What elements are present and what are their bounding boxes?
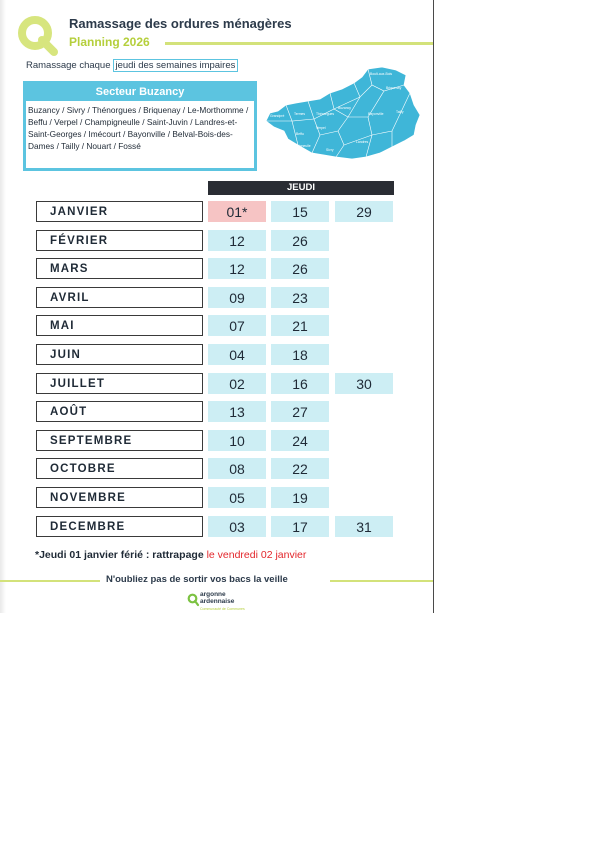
holiday-note [35, 549, 306, 561]
map-label: Buzancy [338, 106, 352, 110]
collection-date-cell: 30 [335, 373, 393, 394]
footer-logo-text [200, 592, 234, 605]
frequency-highlight: jeudi des semaines impaires [113, 59, 239, 72]
collection-date-cell: 23 [271, 287, 329, 308]
day-column-header: JEUDI [208, 181, 394, 195]
collection-date-cell: 10 [208, 430, 266, 451]
map-label: Thénorgues [316, 112, 335, 116]
collection-date-cell: 17 [271, 516, 329, 537]
map-label: Termes [294, 112, 306, 116]
map-label: Beffu [296, 132, 304, 136]
collection-date-cell: 18 [271, 344, 329, 365]
map-label: Sivry [326, 148, 334, 152]
collection-date-cell: 27 [271, 401, 329, 422]
footer-reminder: N'oubliez pas de sortir vos bacs la veille [106, 574, 288, 585]
footer-logo-icon [187, 593, 199, 607]
argonne-logo-icon [14, 12, 60, 58]
map-label: Briquenay [386, 86, 402, 90]
footer-logo-line2: ardennaise [200, 597, 235, 605]
page-title: Ramassage des ordures ménagères [69, 16, 292, 31]
map-label: Verpel [316, 126, 326, 130]
month-label: JUIN [36, 344, 203, 365]
page-edge-shadow [0, 0, 6, 613]
sector-title: Secteur Buzancy [26, 84, 254, 101]
map-label: Landres [356, 140, 369, 144]
holiday-note-highlight: le vendredi 02 janvier [206, 549, 307, 561]
sector-map [264, 65, 424, 169]
month-label: JANVIER [36, 201, 203, 222]
collection-date-cell: 12 [208, 230, 266, 251]
month-label: NOVEMBRE [36, 487, 203, 508]
month-label: JUILLET [36, 373, 203, 394]
sector-communes: Buzancy / Sivry / Thénorgues / Briquenay / Le-Morthomme / Beffu / Verpel / Champigneulle / Saint-Juvin / Landres-et-Saint-Georges / Imécourt / Bayonville / Belval-Bois-des-Dames / Tailly / Nouart / Fossé [28, 105, 249, 151]
map-label: Champigneulle [288, 144, 311, 148]
collection-date-cell: 08 [208, 458, 266, 479]
map-label: Bayonville [368, 112, 384, 116]
footer-divider-left [0, 580, 100, 582]
collection-date-cell: 04 [208, 344, 266, 365]
holiday-note-main: *Jeudi 01 janvier férié : rattrapage [35, 549, 207, 561]
month-label: FÉVRIER [36, 230, 203, 251]
collection-date-cell: 12 [208, 258, 266, 279]
collection-date-cell: 26 [271, 230, 329, 251]
frequency-prefix: Ramassage chaque [26, 60, 111, 71]
month-label: AOÛT [36, 401, 203, 422]
collection-date-cell: 16 [271, 373, 329, 394]
collection-date-cell: 29 [335, 201, 393, 222]
footer-logo-line1: argonne [200, 591, 226, 598]
collection-date-cell: 26 [271, 258, 329, 279]
collection-date-cell: 13 [208, 401, 266, 422]
frequency-line [26, 60, 238, 71]
month-label: OCTOBRE [36, 458, 203, 479]
sector-box [23, 81, 257, 171]
collection-date-cell: 19 [271, 487, 329, 508]
collection-date-cell: 31 [335, 516, 393, 537]
month-label: MARS [36, 258, 203, 279]
footer-divider-right [330, 580, 433, 582]
map-label: Grandpré [270, 114, 285, 118]
map-label: Tailly [396, 110, 404, 114]
collection-date-cell: 09 [208, 287, 266, 308]
collection-date-cell: 07 [208, 315, 266, 336]
collection-date-cell: 01* [208, 201, 266, 222]
month-label: AVRIL [36, 287, 203, 308]
map-label: Boult-aux-Bois [370, 72, 393, 76]
footer-logo [187, 592, 247, 614]
month-label: SEPTEMBRE [36, 430, 203, 451]
footer-logo-line3: Communauté de Communes [200, 607, 245, 611]
collection-date-cell: 22 [271, 458, 329, 479]
month-label: MAI [36, 315, 203, 336]
page-subtitle: Planning 2026 [69, 35, 150, 49]
collection-date-cell: 05 [208, 487, 266, 508]
collection-date-cell: 03 [208, 516, 266, 537]
collection-date-cell: 15 [271, 201, 329, 222]
collection-date-cell: 24 [271, 430, 329, 451]
collection-date-cell: 21 [271, 315, 329, 336]
month-label: DECEMBRE [36, 516, 203, 537]
title-divider [165, 42, 433, 45]
collection-date-cell: 02 [208, 373, 266, 394]
